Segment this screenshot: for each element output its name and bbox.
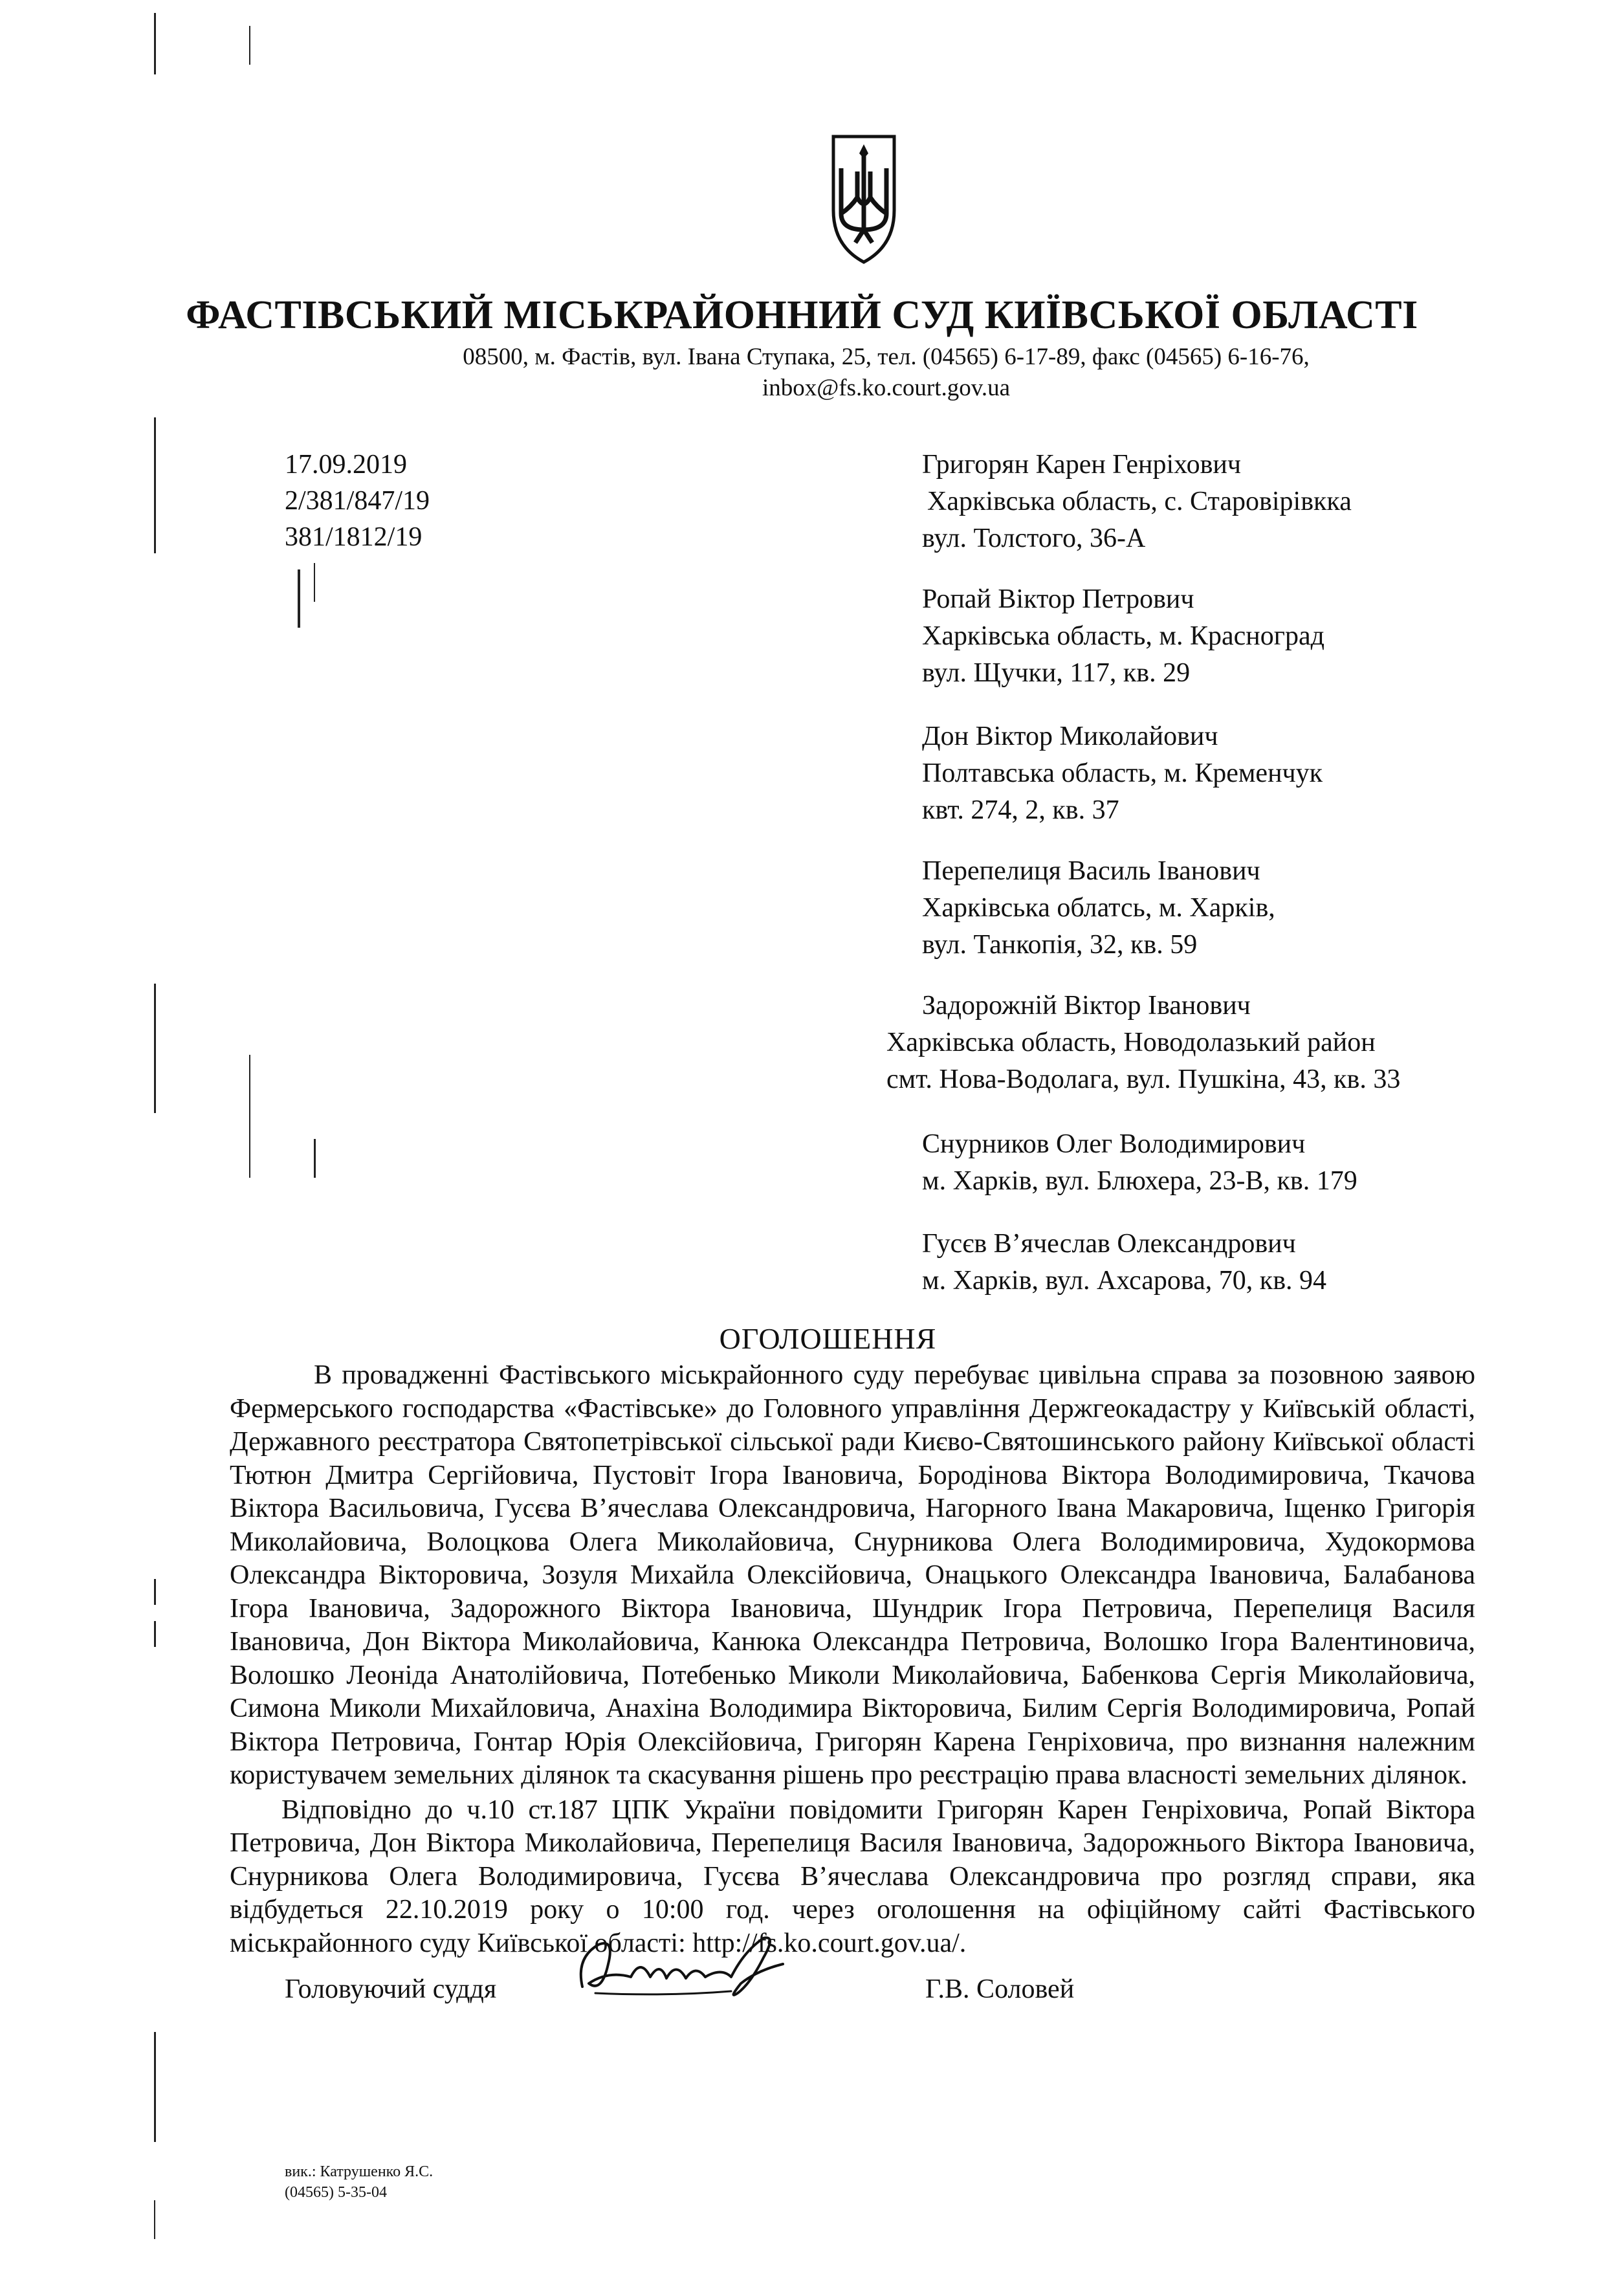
reference-block — [285, 447, 430, 555]
trident-emblem-icon — [828, 133, 899, 265]
recipient-address-line: вул. Танкопія, 32, кв. 59 — [922, 930, 1198, 960]
proceeding-number: 381/1812/19 — [285, 522, 423, 552]
executor-name: вик.: Катрушенко Я.С. — [285, 2163, 434, 2180]
scan-artifact — [154, 984, 156, 1113]
scan-artifact — [154, 1621, 156, 1647]
recipient-name: Дон Віктор Миколайович — [922, 722, 1218, 751]
court-name: ФАСТІВСЬКИЙ МІСЬКРАЙОННИЙ СУД КИЇВСЬКОЇ ОБЛАСТІ — [186, 293, 1418, 337]
recipient-address-line: Полтавська область, м. Кременчук — [922, 758, 1323, 788]
scan-artifact — [314, 563, 315, 602]
recipient-block — [922, 853, 1275, 964]
scan-artifact — [154, 2200, 155, 2239]
recipient-address-line: квт. 274, 2, кв. 37 — [922, 795, 1119, 825]
scan-artifact — [298, 569, 300, 628]
scan-artifact — [154, 1579, 156, 1605]
recipient-block — [922, 718, 1323, 829]
recipient-block — [886, 988, 1400, 1098]
recipient-name: Перепелиця Василь Іванович — [922, 856, 1260, 886]
case-number: 2/381/847/19 — [285, 486, 430, 516]
recipient-address-line: вул. Толстого, 36-А — [922, 524, 1146, 553]
recipient-block — [922, 447, 1352, 557]
recipient-name: Ропай Віктор Петрович — [922, 584, 1194, 614]
judge-name: Г.В. Соловей — [925, 1974, 1075, 2004]
recipient-address-line: Харківська облатсь, м. Харків, — [922, 893, 1275, 923]
notice-title: ОГОЛОШЕННЯ — [719, 1322, 937, 1355]
scan-artifact — [154, 2032, 156, 2142]
scan-artifact — [249, 26, 250, 65]
recipient-address-line: Харківська область, с. Старовірівкка — [927, 487, 1352, 516]
executor-phone: (04565) 5-35-04 — [285, 2184, 387, 2201]
document-date: 17.09.2019 — [285, 450, 407, 480]
scan-artifact — [249, 1055, 250, 1178]
recipient-address-line: вул. Щучки, 117, кв. 29 — [922, 658, 1191, 688]
recipient-name: Задорожній Віктор Іванович — [922, 991, 1251, 1021]
handwritten-signature — [569, 1932, 802, 2003]
notice-paragraph: В провадженні Фастівського міськрайонного суду перебуває цивільна справа за позовною заявою Фермерського господарства «Фастівське» до Головного управління Держгеокадастру у Київській області, Державного реєстратора Святопетрівської сільської ради Києво-Святошинського району Київської області Тютюн Дмитра Сергійовича, Пустовіт Ігора Івановича, Бородінова Віктора Володимировича, Ткачова Віктора Васильовича, Гусєва В’ячеслава Олександровича, Нагорного Івана Макаровича, Іщенко Григорія Миколайовича, Волоцкова Олега Миколайовича, Снурникова Олега Володимировича, Худокормова Олександра Вікторовича, Зозуля Михайла Олексійовича, Онацького Олександра Івановича, Балабанова Ігора Івановича, Задорожного Віктора Івановича, Шундрик Ігора Петровича, Перепелиця Василя Івановича, Дон Віктора Миколайовича, Канюка Олександра Петровича, Волошко Ігора Валентиновича, Волошко Леоніда Анатолійовича, Потебенько Миколи Миколайовича, Бабенкова Сергія Миколайовича, Симона Миколи Михайловича, Анахіна Володимира Вікторовича, Билим Сергія Володимировича, Ропай Віктора Петровича, Гонтар Юрія Олексійовича, Григорян Карена Генріховича, про визнання належним користувачем земельних ділянок та скасування рішень про реєстрацію права власності земельних ділянок. — [230, 1360, 1475, 1790]
recipient-address-line: Харківська область, м. Красноград — [922, 621, 1325, 651]
recipient-block — [922, 1226, 1326, 1299]
scan-artifact — [314, 1139, 316, 1178]
recipient-address-line: м. Харків, вул. Блюхера, 23-В, кв. 179 — [922, 1166, 1357, 1196]
recipient-name: Гусєв В’ячеслав Олександрович — [922, 1229, 1296, 1259]
scan-artifact — [154, 13, 156, 74]
recipient-address-line: Харківська область, Новодолазький район — [886, 1028, 1376, 1057]
recipient-block — [922, 581, 1324, 692]
notice-paragraph: Відповідно до ч.10 ст.187 ЦПК України повідомити Григорян Карен Генріховича, Ропай Віктора Петровича, Дон Віктора Миколайовича, Перепелиця Василя Івановича, Задорожнього Віктора Івановича, Снурникова Олега Володимировича, Гусєва В’ячеслава Олександровича про розгляд справи, яка відбудеться 22.10.2019 року о 10:00 год. через оголошення на офіційному сайті Фастівського міськрайонного суду Київської області: http://fs.ko.court.gov.ua/. — [230, 1794, 1475, 1958]
executor-info — [285, 2161, 433, 2203]
recipient-name: Григорян Карен Генріхович — [922, 450, 1242, 480]
recipient-address-line: смт. Нова-Водолага, вул. Пушкіна, 43, кв. 33 — [886, 1065, 1401, 1094]
notice-body — [230, 1359, 1475, 1960]
court-email: inbox@fs.ko.court.gov.ua — [762, 375, 1011, 401]
court-address: 08500, м. Фастів, вул. Івана Ступака, 25, тел. (04565) 6-17-89, факс (04565) 6-16-76, — [463, 344, 1310, 370]
scan-artifact — [154, 417, 156, 553]
presiding-judge-label: Головуючий суддя — [285, 1974, 497, 2004]
recipient-address-line: м. Харків, вул. Ахсарова, 70, кв. 94 — [922, 1266, 1327, 1296]
recipient-block — [922, 1126, 1357, 1200]
recipient-name: Снурников Олег Володимирович — [922, 1129, 1306, 1159]
